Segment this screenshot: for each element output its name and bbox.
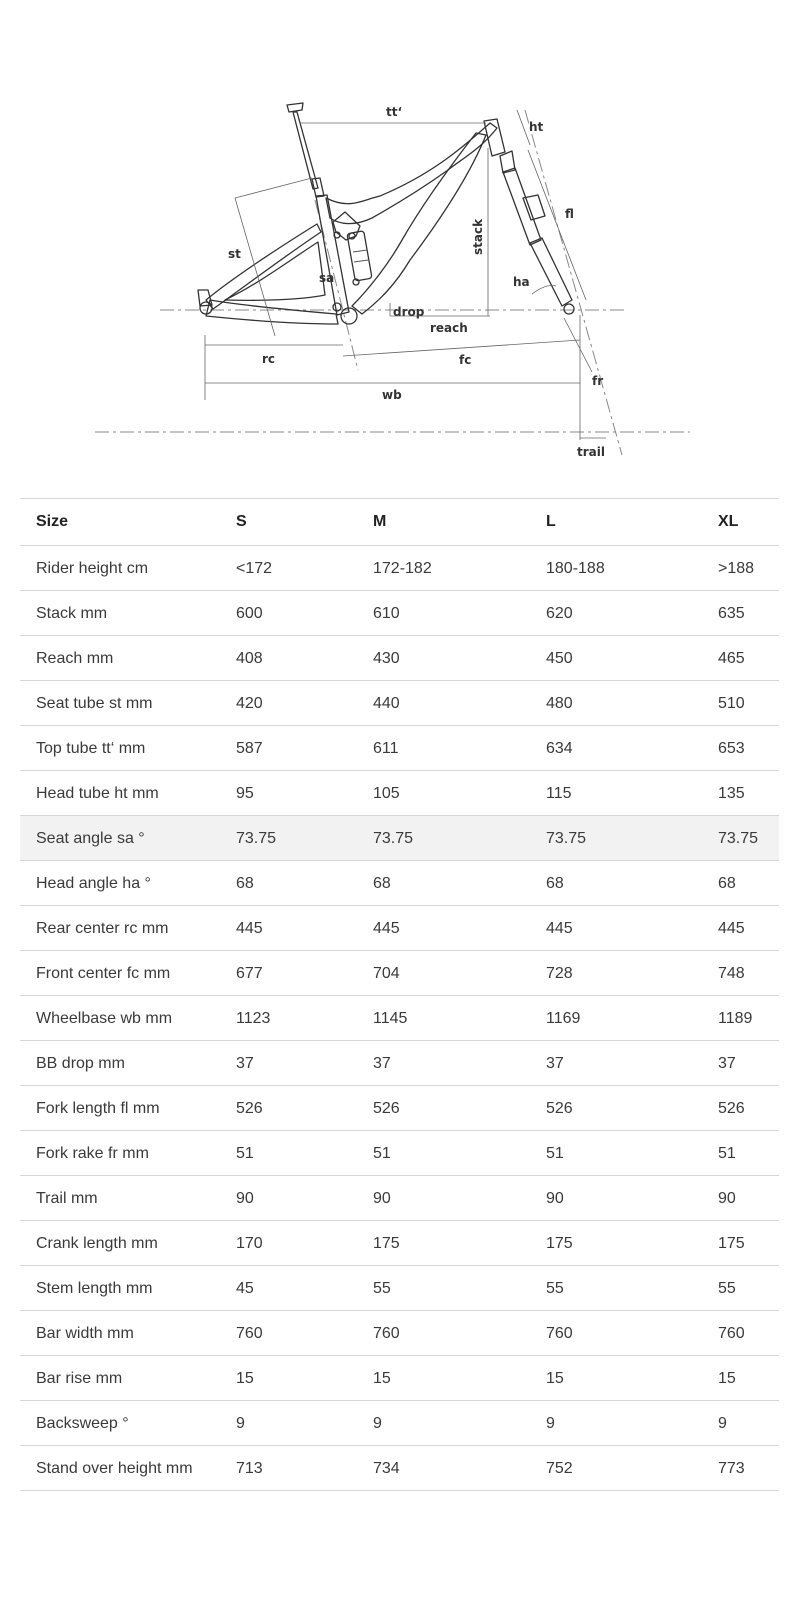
table-cell: 73.75 [357, 816, 530, 861]
table-cell: 480 [530, 681, 702, 726]
table-cell: 9 [530, 1401, 702, 1446]
table-cell: 450 [530, 636, 702, 681]
table-cell: 170 [220, 1221, 357, 1266]
table-cell: 653 [702, 726, 779, 771]
table-cell: 587 [220, 726, 357, 771]
row-label: Rider height cm [20, 546, 220, 591]
table-row [20, 1266, 779, 1311]
table-row [20, 861, 779, 906]
table-row [20, 1086, 779, 1131]
table-cell: 408 [220, 636, 357, 681]
table-cell: 15 [530, 1356, 702, 1401]
table-cell: 1169 [530, 996, 702, 1041]
table-cell: 15 [357, 1356, 530, 1401]
row-label: Stack mm [20, 591, 220, 636]
header-cell-m: M [357, 499, 530, 546]
table-cell: 73.75 [530, 816, 702, 861]
table-cell: 175 [530, 1221, 702, 1266]
table-cell: 68 [530, 861, 702, 906]
table-row [20, 816, 779, 861]
steering-axis-line [525, 110, 622, 455]
table-cell: 526 [702, 1086, 779, 1131]
table-row [20, 1401, 779, 1446]
table-cell: 135 [702, 771, 779, 816]
label-trail: trail [577, 445, 605, 459]
table-cell: 180-188 [530, 546, 702, 591]
table-cell: 37 [702, 1041, 779, 1086]
table-row [20, 636, 779, 681]
table-cell: 45 [220, 1266, 357, 1311]
row-label: Top tube tt‘ mm [20, 726, 220, 771]
table-row [20, 726, 779, 771]
table-row [20, 771, 779, 816]
label-wb: wb [382, 388, 402, 402]
header-row [20, 499, 779, 546]
row-label: Front center fc mm [20, 951, 220, 996]
table-cell: 760 [357, 1311, 530, 1356]
table-cell: 526 [357, 1086, 530, 1131]
label-drop: drop [393, 305, 425, 319]
table-cell: 677 [220, 951, 357, 996]
row-label: Head tube ht mm [20, 771, 220, 816]
table-cell: 445 [220, 906, 357, 951]
table-row [20, 1131, 779, 1176]
geometry-table [20, 498, 779, 1491]
label-ht: ht [529, 120, 544, 134]
table-row [20, 1446, 779, 1491]
table-cell: 760 [702, 1311, 779, 1356]
table-cell: 15 [220, 1356, 357, 1401]
header-cell-l: L [530, 499, 702, 546]
table-cell: 55 [702, 1266, 779, 1311]
row-label: Backsweep ° [20, 1401, 220, 1446]
table-cell: 55 [530, 1266, 702, 1311]
header-cell-xl: XL [702, 499, 779, 546]
table-cell: 713 [220, 1446, 357, 1491]
table-cell: 465 [702, 636, 779, 681]
row-label: Trail mm [20, 1176, 220, 1221]
table-cell: 634 [530, 726, 702, 771]
table-cell: 1189 [702, 996, 779, 1041]
table-cell: 1123 [220, 996, 357, 1041]
label-fl: fl [565, 207, 574, 221]
table-cell: 68 [702, 861, 779, 906]
table-cell: 1145 [357, 996, 530, 1041]
table-cell: 175 [357, 1221, 530, 1266]
table-cell: 748 [702, 951, 779, 996]
table-cell: 704 [357, 951, 530, 996]
table-cell: 620 [530, 591, 702, 636]
table-cell: 73.75 [702, 816, 779, 861]
row-label: Crank length mm [20, 1221, 220, 1266]
table-cell: 9 [702, 1401, 779, 1446]
row-label: Head angle ha ° [20, 861, 220, 906]
table-cell: 68 [357, 861, 530, 906]
table-cell: 600 [220, 591, 357, 636]
table-cell: 51 [530, 1131, 702, 1176]
table-cell: 773 [702, 1446, 779, 1491]
table-body [20, 546, 779, 1491]
table-cell: 752 [530, 1446, 702, 1491]
row-label: Seat tube st mm [20, 681, 220, 726]
label-stack: stack [471, 218, 485, 255]
table-cell: 55 [357, 1266, 530, 1311]
table-cell: 610 [357, 591, 530, 636]
table-cell: 37 [220, 1041, 357, 1086]
table-cell: 445 [357, 906, 530, 951]
table-row [20, 1221, 779, 1266]
geometry-diagram [0, 0, 800, 490]
label-fr: fr [592, 374, 604, 388]
table-row [20, 681, 779, 726]
table-cell: 90 [357, 1176, 530, 1221]
table-cell: 51 [702, 1131, 779, 1176]
table-cell: 37 [530, 1041, 702, 1086]
row-label: Wheelbase wb mm [20, 996, 220, 1041]
label-fc: fc [459, 353, 472, 367]
table-row [20, 906, 779, 951]
table-cell: 172-182 [357, 546, 530, 591]
label-ha: ha [513, 275, 530, 289]
label-st: st [228, 247, 241, 261]
table-cell: 90 [702, 1176, 779, 1221]
bike-frame [198, 103, 574, 324]
table-cell: 105 [357, 771, 530, 816]
table-cell: 445 [702, 906, 779, 951]
table-row [20, 996, 779, 1041]
row-label: Bar width mm [20, 1311, 220, 1356]
table-cell: 526 [530, 1086, 702, 1131]
table-row [20, 591, 779, 636]
label-reach: reach [430, 321, 468, 335]
table-cell: 728 [530, 951, 702, 996]
table-cell: 430 [357, 636, 530, 681]
table-cell: 760 [220, 1311, 357, 1356]
row-label: Seat angle sa ° [20, 816, 220, 861]
table-row [20, 1176, 779, 1221]
table-cell: 51 [220, 1131, 357, 1176]
row-label: Fork rake fr mm [20, 1131, 220, 1176]
row-label: Reach mm [20, 636, 220, 681]
row-label: Stand over height mm [20, 1446, 220, 1491]
label-rc: rc [262, 352, 276, 366]
table-cell: 115 [530, 771, 702, 816]
table-cell: 37 [357, 1041, 530, 1086]
label-tt: tt‘ [386, 105, 403, 119]
table-cell: 420 [220, 681, 357, 726]
header-cell-s: S [220, 499, 357, 546]
table-cell: 73.75 [220, 816, 357, 861]
table-cell: <172 [220, 546, 357, 591]
table-cell: 734 [357, 1446, 530, 1491]
table-row [20, 546, 779, 591]
table-cell: 175 [702, 1221, 779, 1266]
table-row [20, 1041, 779, 1086]
table-cell: 51 [357, 1131, 530, 1176]
label-sa: sa [319, 271, 335, 285]
table-cell: 9 [220, 1401, 357, 1446]
row-label: BB drop mm [20, 1041, 220, 1086]
table-cell: 611 [357, 726, 530, 771]
row-label: Bar rise mm [20, 1356, 220, 1401]
table-row [20, 951, 779, 996]
table-cell: 510 [702, 681, 779, 726]
table-cell: 95 [220, 771, 357, 816]
table-cell: 760 [530, 1311, 702, 1356]
row-label: Stem length mm [20, 1266, 220, 1311]
table-cell: 445 [530, 906, 702, 951]
table-cell: 90 [220, 1176, 357, 1221]
table-cell: 635 [702, 591, 779, 636]
table-cell: 15 [702, 1356, 779, 1401]
table-row [20, 1356, 779, 1401]
table-cell: 526 [220, 1086, 357, 1131]
header-cell-size: Size [20, 499, 220, 546]
table-cell: >188 [702, 546, 779, 591]
table-cell: 90 [530, 1176, 702, 1221]
table-row [20, 1311, 779, 1356]
table-cell: 68 [220, 861, 357, 906]
row-label: Fork length fl mm [20, 1086, 220, 1131]
table-cell: 440 [357, 681, 530, 726]
table-cell: 9 [357, 1401, 530, 1446]
table-header [20, 499, 779, 546]
row-label: Rear center rc mm [20, 906, 220, 951]
